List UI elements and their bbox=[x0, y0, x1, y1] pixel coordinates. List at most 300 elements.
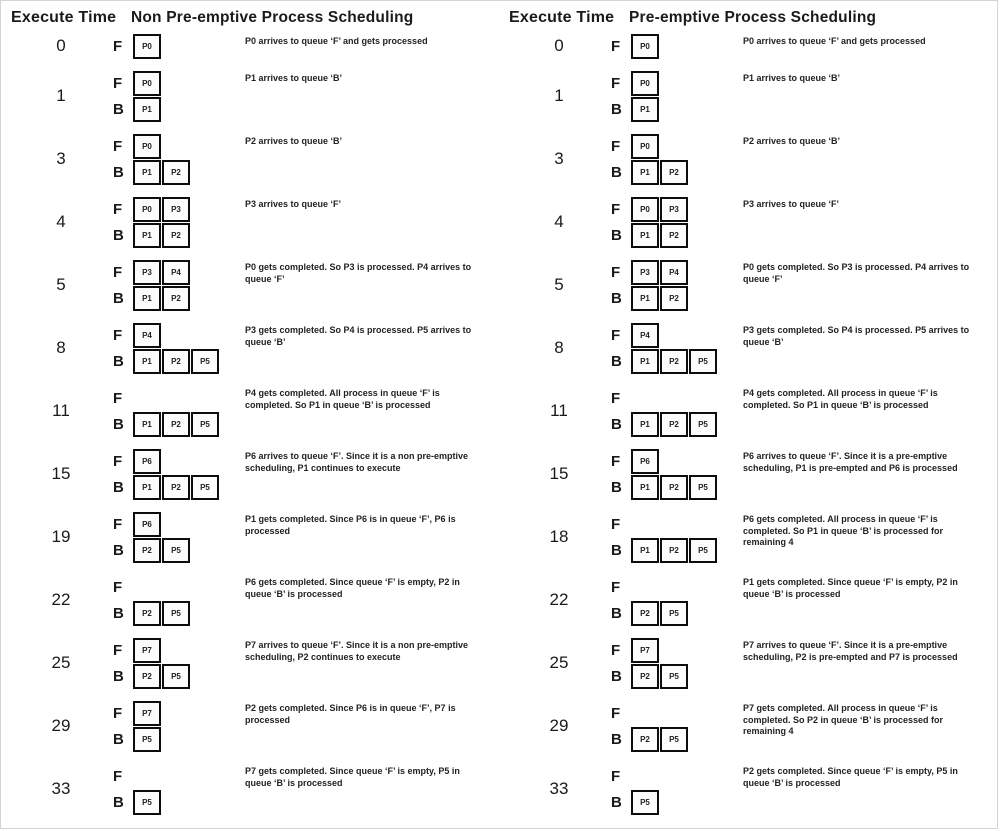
process-box-p0: P0 bbox=[631, 134, 659, 159]
panel-header bbox=[9, 9, 495, 27]
queue-line-b bbox=[611, 96, 743, 122]
schedule-row-t0 bbox=[9, 33, 495, 59]
queue-boxes bbox=[631, 97, 659, 122]
schedule-row-t33 bbox=[9, 763, 495, 815]
queue-label-b: B bbox=[113, 226, 124, 244]
process-box-p2: P2 bbox=[631, 601, 659, 626]
schedule-row-t11 bbox=[9, 385, 495, 437]
process-box-p1: P1 bbox=[631, 97, 659, 122]
execute-time-value: 5 bbox=[554, 275, 564, 294]
panel-title: Pre-emptive Process Scheduling bbox=[629, 9, 877, 26]
schedule-row-t22 bbox=[507, 574, 993, 626]
rows-container-non-preemptive bbox=[9, 33, 495, 815]
process-box-p2: P2 bbox=[660, 286, 688, 311]
queue-label-b: B bbox=[113, 163, 124, 181]
schedule-row-t0 bbox=[507, 33, 993, 59]
queue-line-f bbox=[611, 196, 743, 222]
queue-label-f: F bbox=[611, 137, 621, 155]
queue-diagram bbox=[113, 33, 245, 59]
queue-boxes bbox=[631, 727, 688, 752]
queue-boxes bbox=[631, 223, 688, 248]
process-box-p4: P4 bbox=[162, 260, 190, 285]
schedule-row-t5 bbox=[9, 259, 495, 311]
queue-line-f bbox=[611, 637, 743, 663]
execute-time-value: 8 bbox=[56, 338, 66, 357]
queue-label-b: B bbox=[113, 604, 124, 622]
queue-boxes bbox=[631, 160, 688, 185]
panel-title: Non Pre-emptive Process Scheduling bbox=[131, 9, 414, 26]
execute-time-value: 33 bbox=[549, 779, 569, 798]
queue-label-b: B bbox=[611, 541, 622, 559]
queue-boxes bbox=[133, 71, 161, 96]
queue-boxes bbox=[133, 601, 190, 626]
process-box-p1: P1 bbox=[631, 412, 659, 437]
process-box-p3: P3 bbox=[133, 260, 161, 285]
process-box-p0: P0 bbox=[631, 34, 659, 59]
process-box-p2: P2 bbox=[660, 223, 688, 248]
process-box-p5: P5 bbox=[631, 790, 659, 815]
queue-boxes bbox=[631, 664, 688, 689]
process-box-p5: P5 bbox=[133, 790, 161, 815]
event-description: P4 gets completed. All process in queue ‘F’ is completed. So P1 in queue ‘B’ is processed bbox=[245, 388, 440, 410]
process-box-p0: P0 bbox=[631, 197, 659, 222]
queue-line-f bbox=[113, 511, 245, 537]
queue-diagram bbox=[611, 448, 743, 500]
process-box-p1: P1 bbox=[631, 286, 659, 311]
schedule-row-t3 bbox=[507, 133, 993, 185]
queue-label-b: B bbox=[113, 478, 124, 496]
process-box-p5: P5 bbox=[660, 664, 688, 689]
queue-line-b bbox=[611, 222, 743, 248]
schedule-row-t25 bbox=[507, 637, 993, 689]
event-description: P0 arrives to queue ‘F’ and gets processed bbox=[743, 36, 926, 46]
queue-line-f bbox=[113, 70, 245, 96]
event-description: P3 gets completed. So P4 is processed. P5 arrives to queue ‘B’ bbox=[743, 325, 970, 347]
execute-time-value: 22 bbox=[51, 590, 71, 609]
queue-line-b bbox=[113, 663, 245, 689]
queue-line-b bbox=[113, 600, 245, 626]
process-box-p7: P7 bbox=[133, 638, 161, 663]
event-description: P0 gets completed. So P3 is processed. P4 arrives to queue ‘F’ bbox=[245, 262, 472, 284]
queue-label-f: F bbox=[113, 452, 123, 470]
queue-diagram bbox=[611, 259, 743, 311]
preemptive-panel bbox=[499, 1, 997, 828]
schedule-row-t11 bbox=[507, 385, 993, 437]
process-box-p1: P1 bbox=[631, 160, 659, 185]
execute-time-value: 5 bbox=[56, 275, 66, 294]
execute-time-value: 15 bbox=[51, 464, 71, 483]
event-description: P0 gets completed. So P3 is processed. P4 arrives to queue ‘F’ bbox=[743, 262, 970, 284]
queue-boxes bbox=[133, 475, 219, 500]
queue-boxes bbox=[631, 349, 717, 374]
schedule-row-t15 bbox=[507, 448, 993, 500]
queue-label-b: B bbox=[611, 667, 622, 685]
process-box-p2: P2 bbox=[660, 349, 688, 374]
queue-line-f bbox=[611, 70, 743, 96]
event-description: P2 gets completed. Since P6 is in queue ‘F’, P7 is processed bbox=[245, 703, 456, 725]
execute-time-value: 3 bbox=[554, 149, 564, 168]
schedule-row-t4 bbox=[9, 196, 495, 248]
event-description: P1 gets completed. Since P6 is in queue ‘F’, P6 is processed bbox=[245, 514, 456, 536]
queue-line-f bbox=[611, 574, 743, 600]
queue-line-f bbox=[611, 259, 743, 285]
queue-boxes bbox=[133, 197, 190, 222]
queue-label-b: B bbox=[611, 100, 622, 118]
queue-label-f: F bbox=[113, 515, 123, 533]
schedule-row-t29 bbox=[9, 700, 495, 752]
event-description: P4 gets completed. All process in queue ‘F’ is completed. So P1 in queue ‘B’ is processed bbox=[743, 388, 938, 410]
queue-label-f: F bbox=[113, 74, 123, 92]
queue-boxes bbox=[133, 349, 219, 374]
process-box-p2: P2 bbox=[660, 538, 688, 563]
queue-label-b: B bbox=[611, 730, 622, 748]
schedule-row-t19 bbox=[9, 511, 495, 563]
queue-boxes bbox=[133, 512, 161, 537]
schedule-row-t25 bbox=[9, 637, 495, 689]
execute-time-header: Execute Time bbox=[11, 9, 117, 26]
queue-line-b bbox=[611, 285, 743, 311]
process-box-p1: P1 bbox=[133, 97, 161, 122]
queue-line-f bbox=[611, 133, 743, 159]
queue-boxes bbox=[133, 449, 161, 474]
queue-diagram bbox=[113, 574, 245, 626]
queue-label-b: B bbox=[611, 604, 622, 622]
queue-label-b: B bbox=[611, 352, 622, 370]
process-box-p6: P6 bbox=[631, 449, 659, 474]
queue-label-b: B bbox=[611, 478, 622, 496]
queue-label-f: F bbox=[113, 137, 123, 155]
process-box-p0: P0 bbox=[133, 197, 161, 222]
queue-diagram bbox=[611, 700, 743, 752]
queue-boxes bbox=[133, 638, 161, 663]
queue-line-b bbox=[611, 474, 743, 500]
queue-label-f: F bbox=[611, 704, 621, 722]
non-preemptive-panel bbox=[1, 1, 499, 828]
queue-diagram bbox=[113, 763, 245, 815]
process-box-p2: P2 bbox=[133, 601, 161, 626]
execute-time-value: 25 bbox=[51, 653, 71, 672]
schedule-row-t29 bbox=[507, 700, 993, 752]
execute-time-value: 1 bbox=[56, 86, 66, 105]
queue-line-f bbox=[611, 385, 743, 411]
process-box-p5: P5 bbox=[191, 475, 219, 500]
queue-diagram bbox=[611, 574, 743, 626]
process-box-p5: P5 bbox=[162, 601, 190, 626]
process-box-p1: P1 bbox=[133, 475, 161, 500]
queue-diagram bbox=[611, 385, 743, 437]
process-box-p4: P4 bbox=[660, 260, 688, 285]
queue-line-f bbox=[611, 700, 743, 726]
queue-line-b bbox=[611, 600, 743, 626]
process-box-p0: P0 bbox=[133, 34, 161, 59]
queue-label-f: F bbox=[611, 641, 621, 659]
queue-line-b bbox=[113, 96, 245, 122]
process-box-p2: P2 bbox=[162, 349, 190, 374]
process-box-p5: P5 bbox=[689, 412, 717, 437]
process-box-p6: P6 bbox=[133, 512, 161, 537]
queue-boxes bbox=[133, 134, 161, 159]
queue-line-f bbox=[113, 33, 245, 59]
execute-time-value: 25 bbox=[549, 653, 569, 672]
event-description: P1 arrives to queue ‘B’ bbox=[245, 73, 343, 83]
queue-line-b bbox=[611, 726, 743, 752]
queue-label-b: B bbox=[113, 793, 124, 811]
process-box-p1: P1 bbox=[631, 223, 659, 248]
event-description: P2 gets completed. Since queue ‘F’ is empty, P5 in queue ‘B’ is processed bbox=[743, 766, 958, 788]
process-box-p2: P2 bbox=[660, 160, 688, 185]
queue-boxes bbox=[631, 260, 688, 285]
execute-time-value: 19 bbox=[51, 527, 71, 546]
process-box-p5: P5 bbox=[133, 727, 161, 752]
queue-label-f: F bbox=[611, 263, 621, 281]
process-box-p5: P5 bbox=[162, 664, 190, 689]
process-box-p5: P5 bbox=[191, 349, 219, 374]
process-box-p1: P1 bbox=[133, 160, 161, 185]
schedule-row-t33 bbox=[507, 763, 993, 815]
execute-time-value: 15 bbox=[549, 464, 569, 483]
queue-diagram bbox=[611, 322, 743, 374]
queue-line-f bbox=[611, 322, 743, 348]
execute-time-value: 0 bbox=[554, 36, 564, 55]
process-box-p5: P5 bbox=[660, 601, 688, 626]
event-description: P6 gets completed. Since queue ‘F’ is empty, P2 in queue ‘B’ is processed bbox=[245, 577, 460, 599]
queue-line-f bbox=[611, 33, 743, 59]
queue-label-f: F bbox=[611, 452, 621, 470]
queue-boxes bbox=[133, 160, 190, 185]
queue-line-f bbox=[113, 259, 245, 285]
process-box-p4: P4 bbox=[631, 323, 659, 348]
process-box-p7: P7 bbox=[133, 701, 161, 726]
queue-line-f bbox=[113, 637, 245, 663]
queue-label-f: F bbox=[611, 515, 621, 533]
queue-boxes bbox=[133, 286, 190, 311]
execute-time-value: 29 bbox=[549, 716, 569, 735]
process-box-p4: P4 bbox=[133, 323, 161, 348]
event-description: P7 gets completed. All process in queue ‘F’ is completed. So P2 in queue ‘B’ is processed for remaining 4 bbox=[743, 703, 944, 737]
process-box-p7: P7 bbox=[631, 638, 659, 663]
queue-label-b: B bbox=[113, 415, 124, 433]
event-description: P6 arrives to queue ‘F’. Since it is a pre-emptive scheduling, P1 is pre-empted and P6 is processed bbox=[743, 451, 958, 473]
queue-diagram bbox=[611, 33, 743, 59]
panel-header bbox=[507, 9, 993, 27]
queue-boxes bbox=[631, 638, 659, 663]
queue-boxes bbox=[133, 412, 219, 437]
process-box-p2: P2 bbox=[660, 412, 688, 437]
queue-line-f bbox=[113, 133, 245, 159]
queue-label-f: F bbox=[113, 578, 123, 596]
process-box-p1: P1 bbox=[631, 349, 659, 374]
queue-diagram bbox=[113, 259, 245, 311]
event-description: P2 arrives to queue ‘B’ bbox=[743, 136, 841, 146]
schedule-row-t4 bbox=[507, 196, 993, 248]
event-description: P2 arrives to queue ‘B’ bbox=[245, 136, 343, 146]
process-box-p2: P2 bbox=[162, 286, 190, 311]
queue-diagram bbox=[611, 70, 743, 122]
queue-line-b bbox=[113, 537, 245, 563]
queue-label-f: F bbox=[611, 767, 621, 785]
queue-boxes bbox=[133, 97, 161, 122]
queue-line-f bbox=[113, 322, 245, 348]
queue-label-b: B bbox=[611, 289, 622, 307]
process-box-p1: P1 bbox=[133, 286, 161, 311]
queue-label-b: B bbox=[113, 667, 124, 685]
process-box-p1: P1 bbox=[133, 223, 161, 248]
schedule-row-t15 bbox=[9, 448, 495, 500]
schedule-row-t3 bbox=[9, 133, 495, 185]
queue-boxes bbox=[133, 223, 190, 248]
queue-diagram bbox=[113, 70, 245, 122]
process-box-p0: P0 bbox=[133, 71, 161, 96]
queue-label-b: B bbox=[611, 793, 622, 811]
queue-line-b bbox=[113, 411, 245, 437]
queue-label-f: F bbox=[113, 200, 123, 218]
queue-diagram bbox=[611, 511, 743, 563]
queue-diagram bbox=[113, 511, 245, 563]
process-box-p1: P1 bbox=[133, 349, 161, 374]
event-description: P6 gets completed. All process in queue ‘F’ is completed. So P1 in queue ‘B’ is processed for remaining 4 bbox=[743, 514, 944, 548]
queue-boxes bbox=[631, 286, 688, 311]
schedule-row-t18 bbox=[507, 511, 993, 563]
execute-time-value: 8 bbox=[554, 338, 564, 357]
queue-line-f bbox=[113, 574, 245, 600]
execute-time-value: 22 bbox=[549, 590, 569, 609]
process-box-p1: P1 bbox=[133, 412, 161, 437]
event-description: P7 gets completed. Since queue ‘F’ is empty, P5 in queue ‘B’ is processed bbox=[245, 766, 460, 788]
queue-boxes bbox=[133, 701, 161, 726]
process-box-p5: P5 bbox=[689, 475, 717, 500]
queue-boxes bbox=[631, 790, 659, 815]
queue-label-f: F bbox=[611, 326, 621, 344]
event-description: P7 arrives to queue ‘F’. Since it is a non pre-emptive scheduling, P2 continues to execute bbox=[245, 640, 469, 662]
queue-label-f: F bbox=[611, 37, 621, 55]
queue-line-b bbox=[611, 159, 743, 185]
queue-label-f: F bbox=[611, 389, 621, 407]
queue-diagram bbox=[113, 385, 245, 437]
queue-line-b bbox=[113, 348, 245, 374]
queue-boxes bbox=[631, 538, 717, 563]
event-description: P1 gets completed. Since queue ‘F’ is empty, P2 in queue ‘B’ is processed bbox=[743, 577, 958, 599]
execute-time-value: 33 bbox=[51, 779, 71, 798]
queue-line-b bbox=[113, 726, 245, 752]
execute-time-header: Execute Time bbox=[509, 9, 615, 26]
event-description: P3 arrives to queue ‘F’ bbox=[245, 199, 342, 209]
event-description: P3 arrives to queue ‘F’ bbox=[743, 199, 840, 209]
queue-line-f bbox=[611, 763, 743, 789]
schedule-row-t8 bbox=[9, 322, 495, 374]
execute-time-value: 11 bbox=[550, 401, 568, 420]
process-box-p5: P5 bbox=[660, 727, 688, 752]
queue-line-f bbox=[113, 448, 245, 474]
queue-boxes bbox=[631, 134, 659, 159]
queue-label-f: F bbox=[611, 578, 621, 596]
queue-diagram bbox=[611, 763, 743, 815]
process-box-p2: P2 bbox=[162, 223, 190, 248]
queue-boxes bbox=[631, 449, 659, 474]
queue-line-b bbox=[113, 222, 245, 248]
event-description: P1 arrives to queue ‘B’ bbox=[743, 73, 841, 83]
queue-line-b bbox=[113, 159, 245, 185]
queue-line-f bbox=[611, 511, 743, 537]
queue-boxes bbox=[133, 727, 161, 752]
queue-label-b: B bbox=[113, 100, 124, 118]
queue-diagram bbox=[611, 637, 743, 689]
queue-line-b bbox=[113, 474, 245, 500]
event-description: P7 arrives to queue ‘F’. Since it is a pre-emptive scheduling, P2 is pre-empted and P7 is processed bbox=[743, 640, 958, 662]
queue-line-f bbox=[611, 448, 743, 474]
queue-label-f: F bbox=[113, 767, 123, 785]
process-box-p6: P6 bbox=[133, 449, 161, 474]
queue-boxes bbox=[631, 601, 688, 626]
queue-line-b bbox=[611, 348, 743, 374]
queue-label-f: F bbox=[611, 74, 621, 92]
queue-line-f bbox=[113, 763, 245, 789]
queue-line-b bbox=[113, 789, 245, 815]
queue-boxes bbox=[133, 664, 190, 689]
queue-diagram bbox=[113, 700, 245, 752]
queue-label-f: F bbox=[113, 263, 123, 281]
process-box-p2: P2 bbox=[631, 664, 659, 689]
queue-line-b bbox=[611, 537, 743, 563]
schedule-row-t1 bbox=[507, 70, 993, 122]
queue-line-f bbox=[113, 385, 245, 411]
queue-boxes bbox=[631, 197, 688, 222]
schedule-row-t1 bbox=[9, 70, 495, 122]
process-box-p2: P2 bbox=[133, 664, 161, 689]
execute-time-value: 29 bbox=[51, 716, 71, 735]
process-box-p2: P2 bbox=[162, 412, 190, 437]
execute-time-value: 1 bbox=[554, 86, 564, 105]
process-box-p2: P2 bbox=[162, 475, 190, 500]
queue-label-f: F bbox=[611, 200, 621, 218]
schedule-row-t5 bbox=[507, 259, 993, 311]
queue-label-b: B bbox=[113, 352, 124, 370]
execute-time-value: 18 bbox=[549, 527, 569, 546]
event-description: P3 gets completed. So P4 is processed. P5 arrives to queue ‘B’ bbox=[245, 325, 472, 347]
process-box-p1: P1 bbox=[631, 475, 659, 500]
execute-time-value: 4 bbox=[56, 212, 66, 231]
queue-diagram bbox=[113, 322, 245, 374]
queue-line-f bbox=[113, 196, 245, 222]
queue-label-b: B bbox=[611, 226, 622, 244]
process-box-p5: P5 bbox=[689, 349, 717, 374]
queue-label-f: F bbox=[113, 37, 123, 55]
queue-boxes bbox=[133, 260, 190, 285]
queue-boxes bbox=[631, 475, 717, 500]
process-box-p3: P3 bbox=[162, 197, 190, 222]
queue-boxes bbox=[133, 323, 161, 348]
queue-label-f: F bbox=[113, 704, 123, 722]
process-box-p3: P3 bbox=[631, 260, 659, 285]
queue-line-f bbox=[113, 700, 245, 726]
queue-boxes bbox=[133, 34, 161, 59]
process-box-p2: P2 bbox=[162, 160, 190, 185]
process-box-p2: P2 bbox=[660, 475, 688, 500]
queue-line-b bbox=[611, 411, 743, 437]
queue-boxes bbox=[631, 412, 717, 437]
queue-label-b: B bbox=[113, 289, 124, 307]
event-description: P0 arrives to queue ‘F’ and gets processed bbox=[245, 36, 428, 46]
queue-label-b: B bbox=[611, 163, 622, 181]
queue-diagram bbox=[113, 133, 245, 185]
queue-boxes bbox=[631, 71, 659, 96]
queue-label-f: F bbox=[113, 641, 123, 659]
queue-label-b: B bbox=[611, 415, 622, 433]
queue-diagram bbox=[113, 637, 245, 689]
queue-diagram bbox=[611, 133, 743, 185]
queue-diagram bbox=[113, 448, 245, 500]
schedule-row-t22 bbox=[9, 574, 495, 626]
schedule-row-t8 bbox=[507, 322, 993, 374]
